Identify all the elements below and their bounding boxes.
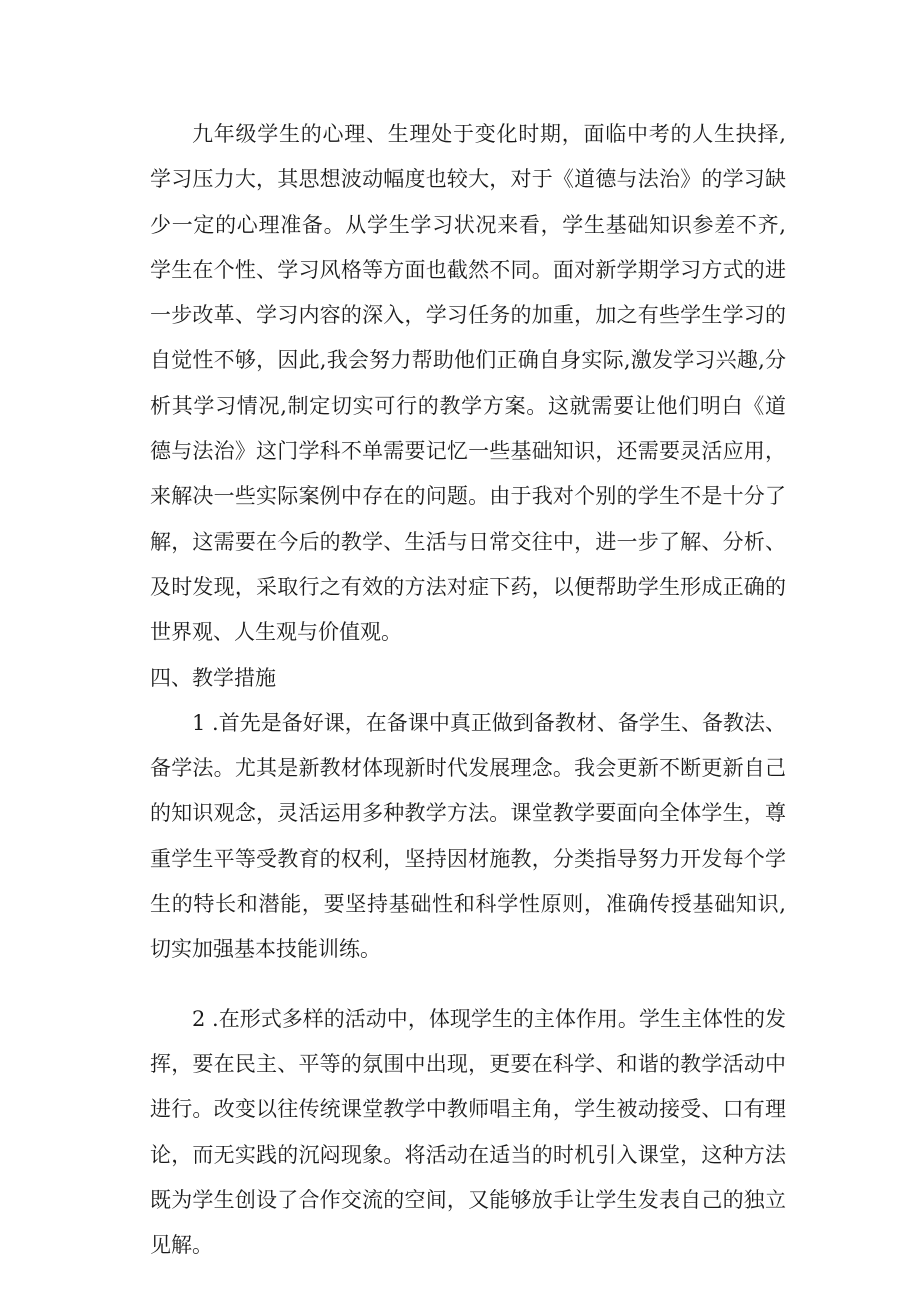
measure-2-paragraph: 2 .在形式多样的活动中，体现学生的主体作用。学生主体性的发挥，要在民主、平等的氛围中出现，更要在科学、和谐的教学活动中进行。改变以往传统课堂教学中教师唱主角，学生被动接受、口有理论，而无实践的沉闷现象。将活动在适当的时机引入课堂，这种方法既为学生创设了合作交流的空间，又能够放手让学生发表自己的独立见解。 <box>150 1006 786 1258</box>
paragraph-spacer <box>150 973 786 997</box>
measure-1-paragraph: 1 .首先是备好课，在备课中真正做到备教材、备学生、备教法、备学法。尤其是新教材体现新时代发展理念。我会更新不断更新自己的知识观念，灵活运用多种教学方法。课堂教学要面向全体学生，尊重学生平等受教育的权利，坚持因材施教，分类指导努力开发每个学生的特长和潜能，要坚持基础性和科学性原则，准确传授基础知识,切实加强基本技能训练。 <box>150 710 786 962</box>
document-body <box>150 112 786 1268</box>
intro-paragraph: 九年级学生的心理、生理处于变化时期，面临中考的人生抉择,学习压力大，其思想波动幅度也较大，对于《道德与法治》的学习缺少一定的心理准备。从学生学习状况来看，学生基础知识参差不齐,学生在个性、学习风格等方面也截然不同。面对新学期学习方式的进一步改革、学习内容的深入，学习任务的加重，加之有些学生学习的自觉性不够，因此,我会努力帮助他们正确自身实际,激发学习兴趣,分析其学习情况,制定切实可行的教学方案。这就需要让他们明白《道德与法治》这门学科不单需要记忆一些基础知识，还需要灵活应用，来解决一些实际案例中存在的问题。由于我对个别的学生不是十分了解，这需要在今后的教学、生活与日常交往中，进一步了解、分析、及时发现，采取行之有效的方法对症下药，以便帮助学生形成正确的世界观、人生观与价值观。 <box>150 122 786 645</box>
section-heading: 四、教学措施 <box>150 665 276 690</box>
